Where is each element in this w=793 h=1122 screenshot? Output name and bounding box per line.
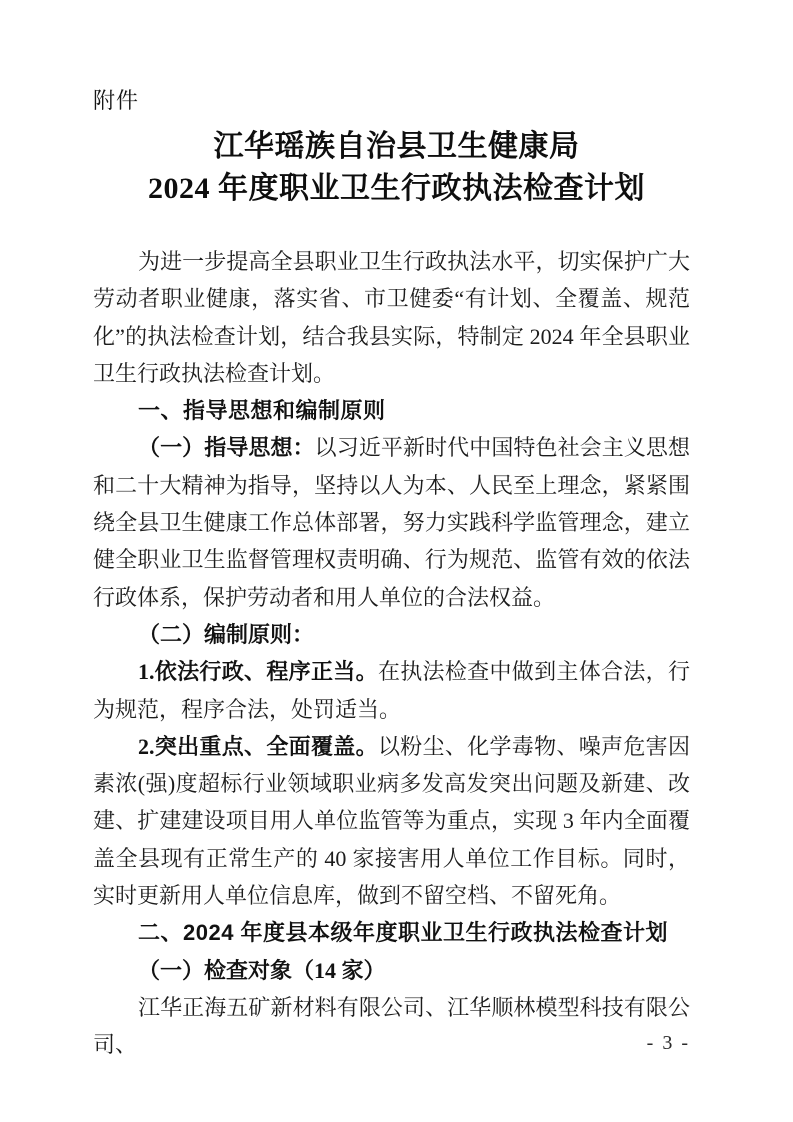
principle-item-2 [93,728,690,914]
document-body [93,243,690,1064]
section2-heading: 二、2024 年度县本级年度职业卫生行政执法检查计划 [138,920,669,946]
document-title [80,126,713,210]
intro-paragraph: 为进一步提高全县职业卫生行政执法水平，切实保护广大劳动者职业健康，落实省、市卫健委“有计划、全覆盖、规范化”的执法检查计划，结合我县实际，特制定 2024 年全县职业卫生行政执法检查计划。 [93,249,690,386]
page-number: - 3 - [646,1032,690,1054]
guiding-ideology-text: 以习近平新时代中国特色社会主义思想和二十大精神为指导，坚持以人为本、人民至上理念，紧紧围绕全县卫生健康工作总体部署，努力实践科学监管理念，建立健全职业卫生监督管理权责明确、行为规范、监管有效的依法行政体系，保护劳动者和用人单位的合法权益。 [93,435,690,610]
document-title-line1: 江华瑶族自治县卫生健康局 [213,130,580,163]
principle-item-1-text: 在执法检查中做到主体合法，行为规范，程序合法，处罚适当。 [93,659,690,722]
principle-item-1-lead: 1.依法行政、程序正当。 [138,659,378,685]
attachment-label: 附件 [93,88,140,113]
guiding-ideology-lead: （一）指导思想： [138,435,315,461]
inspection-targets-heading: （一）检查对象（14 家） [138,957,386,983]
principle-item-2-lead: 2.突出重点、全面覆盖。 [138,733,378,759]
guiding-ideology-paragraph [93,429,690,615]
section1-heading: 一、指导思想和编制原则 [138,398,386,424]
principle-item-2-text: 以粉尘、化学毒物、噪声危害因素浓(强)度超标行业领域职业病多发高发突出问题及新建、改建、扩建建设项目用人单位监管等为重点，实现 3 年内全面覆盖全县现有正常生产的 40 家接害用人单位工作目标。同时，实时更新用人单位信息库，做到不留空档、不留死角。 [93,733,690,909]
document-title-line2: 2024 年度职业卫生行政执法检查计划 [148,172,645,205]
inspection-targets-list: 江华正海五矿新材料有限公司、江华顺林模型科技有限公司、 [93,994,690,1058]
principle-item-1 [93,653,690,728]
principles-heading: （二）编制原则： [138,621,315,647]
